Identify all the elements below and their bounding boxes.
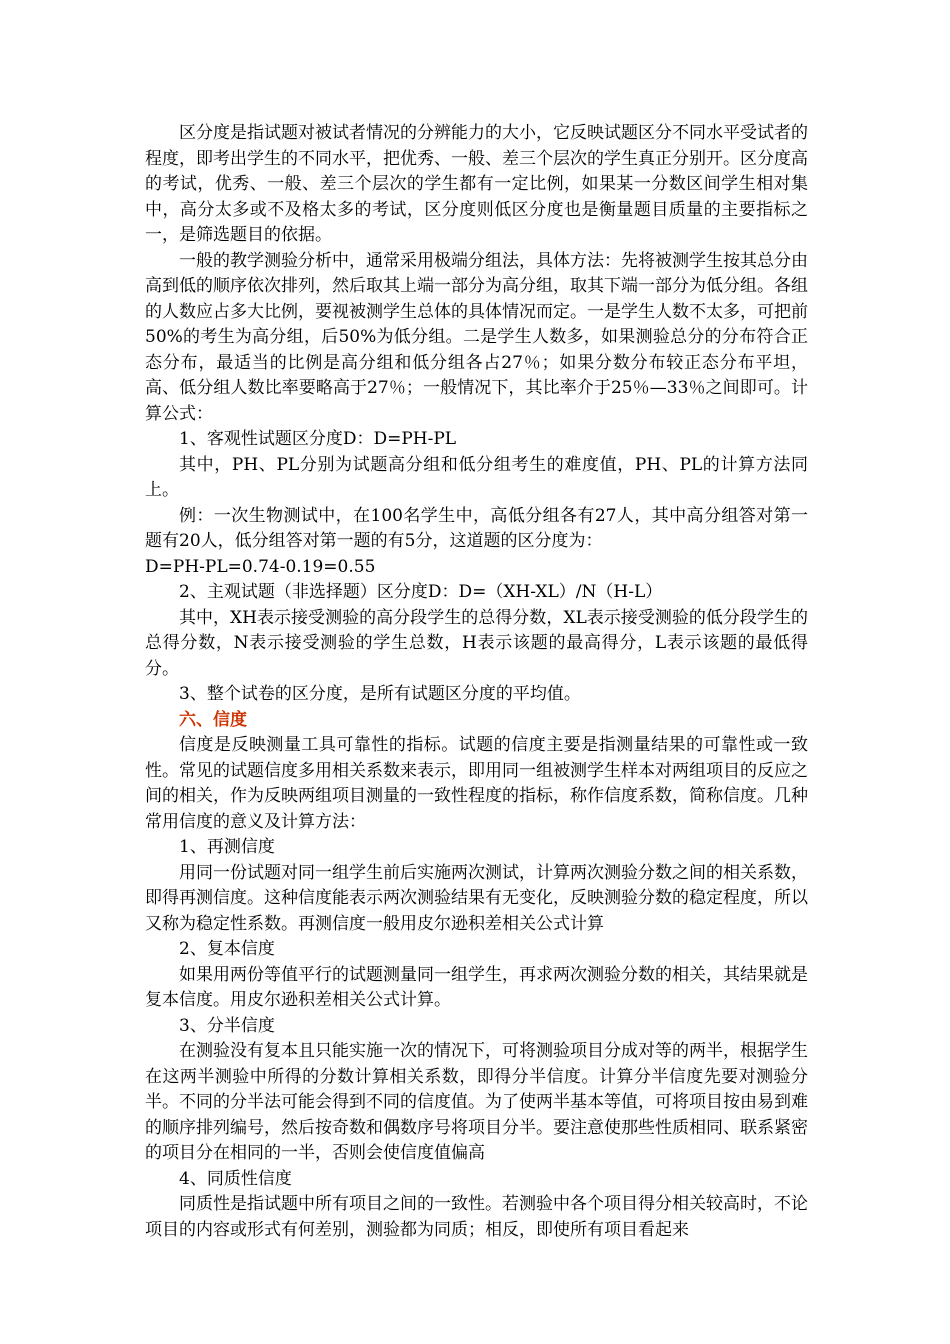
paragraph-extreme-grouping-method: 一般的教学测验分析中，通常采用极端分组法，具体方法：先将被测学生按其总分由高到低的顺序依次排列，然后取其上端一部分为高分组，取其下端一部分为低分组。各组的人数应占多大比例，要视被测学生总体的具体情况而定。一是学生人数不太多，可把前50%的考生为高分组，后50%为低分组。二是学生人数多，如果测验总分的分布符合正态分布，最适当的比例是高分组和低分组各占27％；如果分数分布较正态分布平坦，高、低分组人数比率要略高于27％；一般情况下，其比率介于25％—33％之间即可。计算公式： xyxy=(145,250,808,424)
paragraph-parallel-forms: 如果用两份等值平行的试题测量同一组学生，再求两次测验分数的相关，其结果就是复本信度。用皮尔逊积差相关公式计算。 xyxy=(145,964,808,1010)
item-subjective-discrimination: 2、主观试题（非选择题）区分度D：D=（XH-XL）/N（H-L） xyxy=(179,582,663,602)
document-body xyxy=(145,121,808,1243)
item-homogeneity-reliability: 4、同质性信度 xyxy=(179,1168,292,1189)
item-split-half-reliability: 3、分半信度 xyxy=(179,1015,275,1036)
paragraph-test-retest: 用同一份试题对同一组学生前后实施两次测试，计算两次测验分数之间的相关系数，即得再测信度。这种信度能表示两次测验结果有无变化，反映测验分数的稳定程度，所以又称为稳定性系数。再测信度一般用皮尔逊积差相关公式计算 xyxy=(145,862,808,934)
section-heading-reliability: 六、信度 xyxy=(179,709,247,730)
paragraph-split-half: 在测验没有复本且只能实施一次的情况下，可将测验项目分成对等的两半，根据学生在这两半测验中所得的分数计算相关系数，即得分半信度。计算分半信度先要对测验分半。不同的分半法可能会得到不同的信度值。为了使两半基本等值，可将项目按由易到难的顺序排列编号，然后按奇数和偶数序号将项目分半。要注意使那些性质相同、联系紧密的项目分在相同的一半，否则会使信度值偏高 xyxy=(145,1041,808,1163)
paragraph-xh-xl-explanation: 其中，XH表示接受测验的高分段学生的总得分数，XL表示接受测验的低分段学生的总得分数，N表示接受测验的学生总数，H表示该题的最高得分，L表示该题的最低得分。 xyxy=(145,607,808,679)
formula-example-result: D=PH-PL=0.74-0.19=0.55 xyxy=(145,556,376,577)
item-objective-discrimination: 1、客观性试题区分度D：D=PH-PL xyxy=(179,429,457,449)
item-test-retest-reliability: 1、再测信度 xyxy=(179,837,275,857)
paragraph-ph-pl-explanation: 其中，PH、PL分别为试题高分组和低分组考生的难度值，PH、PL的计算方法同上。 xyxy=(145,454,808,500)
item-parallel-forms-reliability: 2、复本信度 xyxy=(179,939,275,959)
paragraph-reliability-definition: 信度是反映测量工具可靠性的指标。试题的信度主要是指测量结果的可靠性或一致性。常见的试题信度多用相关系数来表示，即用同一组被测学生样本对两组项目的反应之间的相关，作为反映两组项目测量的一致性程度的指标，称作信度系数，简称信度。几种常用信度的意义及计算方法： xyxy=(145,735,808,832)
item-whole-paper-discrimination: 3、整个试卷的区分度，是所有试题区分度的平均值。 xyxy=(179,684,581,704)
paragraph-homogeneity: 同质性是指试题中所有项目之间的一致性。若测验中各个项目得分相关较高时，不论项目的内容或形式有何差别，测验都为同质；相反，即使所有项目看起来 xyxy=(145,1194,808,1240)
paragraph-example: 例：一次生物测试中，在100名学生中，高低分组各有27人，其中高分组答对第一题有20人，低分组答对第一题的有5分，这道题的区分度为： xyxy=(145,505,808,551)
paragraph-discrimination-definition: 区分度是指试题对被试者情况的分辨能力的大小，它反映试题区分不同水平受试者的程度，即考出学生的不同水平，把优秀、一般、差三个层次的学生真正分别开。区分度高的考试，优秀、一般、差三个层次的学生都有一定比例，如果某一分数区间学生相对集中，高分太多或不及格太多的考试，区分度则低区分度也是衡量题目质量的主要指标之一，是筛选题目的依据。 xyxy=(145,123,808,245)
